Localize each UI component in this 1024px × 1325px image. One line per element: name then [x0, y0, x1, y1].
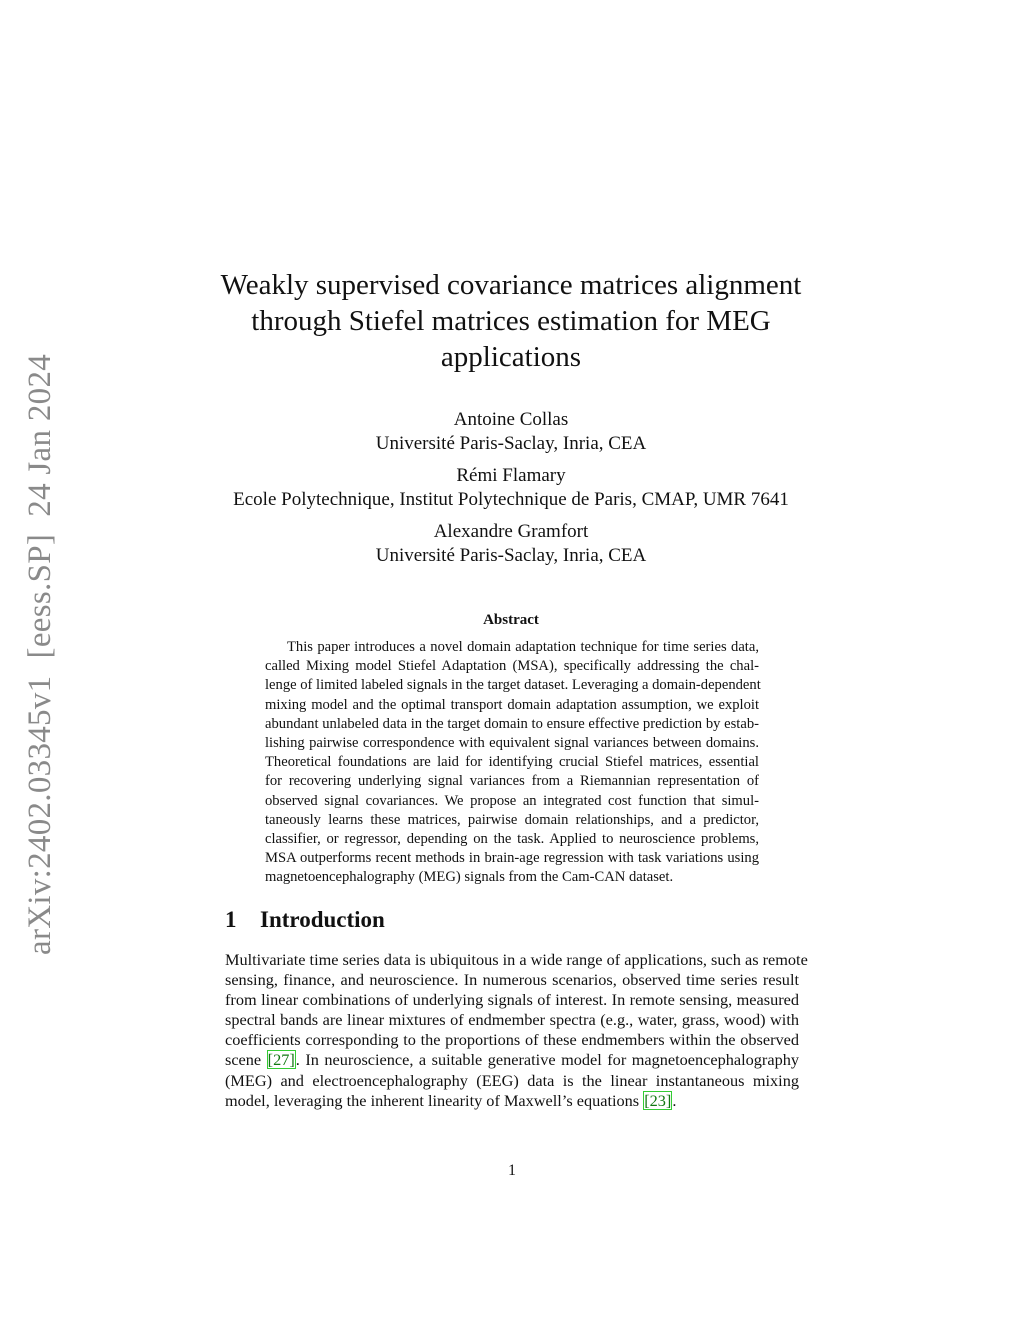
author-entry [210, 408, 812, 456]
abstract-line: observed signal covariances. We propose an integrated cost function that simul- [265, 792, 759, 809]
section-heading [225, 905, 725, 935]
text-run: scene [225, 1050, 267, 1070]
abstract-line: magnetoencephalography (MEG) signals from the Cam-CAN dataset. [265, 869, 674, 886]
page-number: 1 [508, 1162, 516, 1179]
abstract-line: abundant unlabeled data in the target domain to ensure effective prediction by estab- [265, 715, 759, 732]
paragraph-line: Multivariate time series data is ubiquitous in a wide range of applications, such as remote [225, 950, 808, 969]
title-line: Weakly supervised covariance matrices alignment [220, 269, 802, 301]
paragraph-line: (MEG) and electroencephalography (EEG) data is the linear instantaneous mixing [225, 1070, 799, 1090]
text-run: . In neuroscience, a suitable generative model for magnetoencephalography [295, 1050, 799, 1070]
abstract-line: MSA outperforms recent methods in brain-age regression with task variations using [265, 850, 759, 867]
abstract-line: This paper introduces a novel domain adaptation technique for time series data, [287, 639, 759, 655]
author-name: Antoine Collas [453, 409, 569, 430]
paragraph-line: spectral bands are linear mixtures of endmember spectra (e.g., water, grass, wood) with [225, 1010, 799, 1030]
intro-paragraph [225, 950, 808, 1111]
abstract-line: mixing model and the optimal transport domain adaptation assumption, we exploit [265, 696, 759, 713]
paragraph-line [225, 1091, 799, 1111]
author-entry [210, 464, 812, 512]
abstract-line: for recovering underlying signal variances from a Riemannian representation of [265, 773, 759, 790]
author-name: Alexandre Gramfort [433, 521, 589, 542]
author-block [210, 408, 812, 576]
author-affiliation: Université Paris-Saclay, Inria, CEA [375, 433, 647, 454]
title-line: applications [440, 341, 582, 373]
paragraph-line [225, 1050, 799, 1070]
author-affiliation: Université Paris-Saclay, Inria, CEA [375, 545, 647, 566]
paragraph-line: sensing, finance, and neuroscience. In numerous scenarios, observed time series result [225, 970, 799, 990]
text-run: model, leveraging the inherent linearity of Maxwell’s equations [225, 1090, 644, 1110]
paragraph-line: coefficients corresponding to the proportions of these endmembers within the observed [225, 1030, 799, 1050]
abstract-heading: Abstract [483, 612, 539, 628]
text-run: . [672, 1090, 677, 1110]
author-affiliation: Ecole Polytechnique, Institut Polytechnique de Paris, CMAP, UMR 7641 [233, 489, 789, 510]
abstract-line: lenge of limited labeled signals in the target dataset. Leveraging a domain-dependent [265, 677, 761, 694]
author-name: Rémi Flamary [456, 465, 566, 486]
abstract-line: Theoretical foundations are laid for identifying crucial Stiefel matrices, essential [265, 754, 759, 771]
paper-title [210, 267, 812, 375]
author-entry [210, 520, 812, 568]
arxiv-identifier-stamp: arXiv:2402.03345v1 [eess.SP] 24 Jan 2024 [22, 353, 58, 955]
abstract-line: lishing pairwise correspondence with equivalent signal variances between domains. [265, 735, 759, 752]
abstract-line: called Mixing model Stiefel Adaptation (MSA), specifically addressing the chal- [265, 658, 759, 675]
citation-link-23[interactable]: [23] [644, 1090, 672, 1110]
abstract-line: classifier, or regressor, depending on the task. Applied to neuroscience problems, [265, 831, 759, 848]
section-number: 1 [225, 907, 237, 932]
abstract-line: taneously learns these matrices, pairwise domain relationships, and a predictor, [265, 811, 759, 828]
citation-link-27[interactable]: [27] [267, 1050, 295, 1070]
paragraph-line: from linear combinations of underlying signals of interest. In remote sensing, measured [225, 990, 799, 1010]
section-title: Introduction [260, 907, 385, 932]
abstract-body [265, 638, 759, 888]
title-line: through Stiefel matrices estimation for MEG [251, 305, 771, 337]
